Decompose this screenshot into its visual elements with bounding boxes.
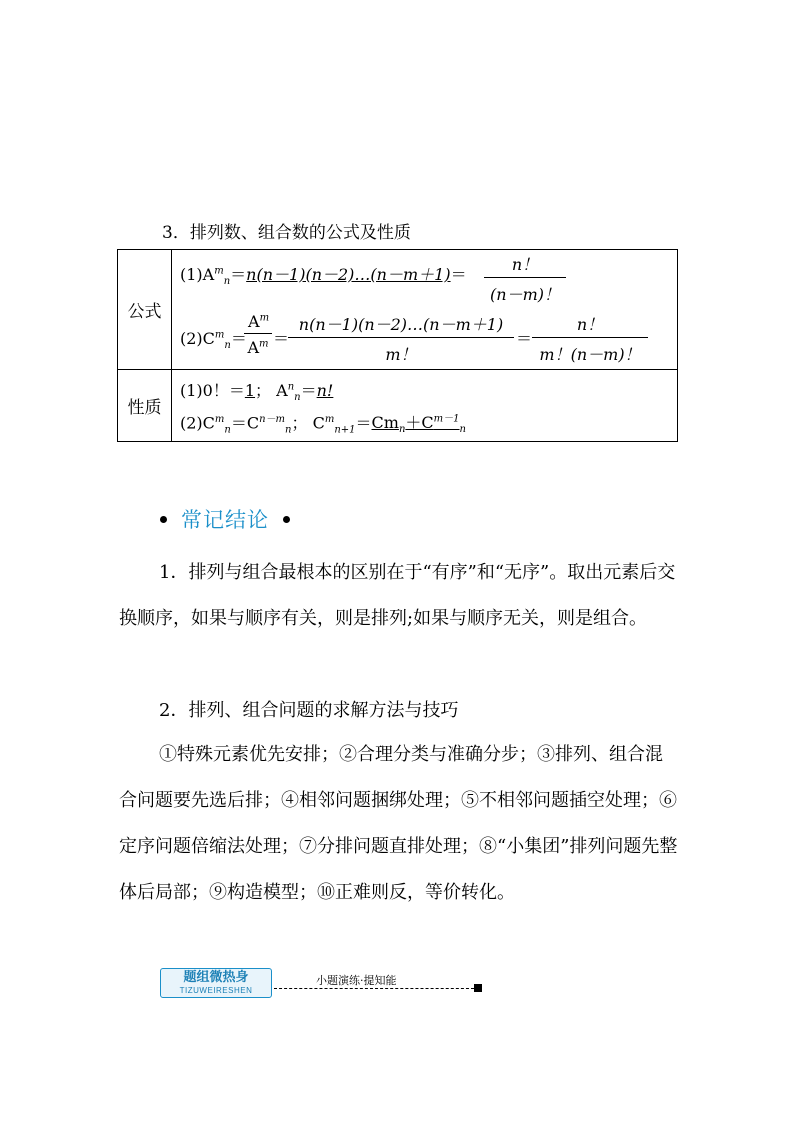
banner-label: 小题演练·提知能 [316, 974, 397, 987]
formula-cell [172, 250, 678, 370]
p2-sup2: n－m [259, 414, 286, 425]
formula-1-fraction [484, 252, 566, 305]
formula-2-fraction-b [288, 312, 514, 365]
bullet-dot-icon [160, 516, 167, 523]
p1-result: n! [316, 381, 334, 400]
p2-sup3: m [324, 414, 335, 425]
property-row [118, 370, 678, 442]
banner-box [160, 968, 272, 998]
banner-subtitle: TIZUWEIRESHEN [179, 986, 253, 995]
p2-sup4: m－1 [433, 414, 460, 425]
bullet-dot-icon [283, 516, 290, 523]
banner-title: 题组微热身 [183, 970, 249, 985]
property-1-line: (1)0！＝1； $A^n_n=n$! [180, 381, 334, 404]
f2-num3: n！ [532, 312, 648, 338]
f2-num1-sup: m [259, 312, 270, 324]
conclusion-paragraph-3: ①特殊元素优先安排；②合理分类与准确分步；③排列、组合混合问题要先选后排；④相邻问题捆绑处理；⑤不相邻问题插空处理；⑥定序问题倍缩法处理；⑦分排问题直排处理；⑧“小集团”排列问题先整体后局部；⑨构造模型；⑩正难则反，等价转化。 [119, 744, 678, 903]
p2-sub1: n [224, 424, 231, 436]
banner-dashed-rule [274, 988, 474, 989]
formula-table [117, 249, 678, 442]
f2-prefix: (2)C [180, 329, 215, 348]
f2-sup: m [214, 329, 225, 341]
p2-sup1: m [214, 414, 225, 425]
p1-text: (1)0！＝ [180, 381, 245, 400]
property-2-line: $(2)C^m_n=C^{n-m}_n$； $C^m_{n+1}=Cm_n+C^{m-1}_n$ [180, 413, 466, 436]
section-heading: 3．排列数、组合数的公式及性质 [162, 223, 411, 243]
p2-prefix: (2)C [180, 413, 215, 433]
p2-eq: ＝C [230, 413, 260, 433]
conclusion-paragraph-2: 2．排列、组合问题的求解方法与技巧 [159, 700, 459, 721]
p2-sub3: n+1 [334, 424, 356, 436]
f1-sup: m [214, 265, 224, 277]
f1-expand: n(n－1)(n－2)…(n－m＋1) [246, 265, 451, 284]
f2-sub: n [224, 340, 231, 352]
p2-plus: ＋C [405, 413, 434, 433]
f2-eq1: ＝ [273, 329, 290, 348]
p2-result: Cm [371, 413, 399, 433]
p2-c2: C [312, 413, 325, 433]
f2-num1: A [248, 312, 260, 331]
p1-sup: n [287, 381, 295, 393]
badge-title: 常记结论 [181, 508, 269, 532]
f2-den1-sup: m [259, 338, 269, 350]
formula-row [118, 250, 678, 370]
formula-2-fraction-a [244, 312, 272, 357]
property-label: 性质 [118, 370, 172, 442]
f1-prefix: (1)A [180, 265, 215, 284]
formula-label: 公式 [118, 250, 172, 370]
f2-num2: n(n－1)(n－2)…(n－m＋1) [288, 312, 514, 338]
f2-eq2: ＝ [516, 329, 533, 348]
p2-sub2: n [285, 424, 292, 436]
f2-den1: A [247, 338, 260, 357]
section-banner [158, 966, 484, 1006]
p1-a: A [276, 381, 288, 400]
p2-result-sub: n [398, 424, 406, 436]
f1-sub: n [223, 276, 231, 288]
formula-1-line: $(1)A^m_n=n(n-1)(n-2)\dots(n-m+1)=$ [180, 265, 467, 288]
f1-den: (n－m)！ [490, 285, 560, 304]
f2-den2: m！ [385, 345, 417, 364]
p2-sub4: n [459, 424, 466, 436]
banner-square-icon [474, 984, 482, 992]
conclusion-paragraph-1: 1．排列与组合最根本的区别在于“有序”和“无序”。取出元素后交换顺序，如果与顺序有关，则是排列;如果与顺序无关，则是组合。 [119, 562, 676, 629]
f2-den3: m！(n－m)！ [539, 345, 641, 364]
p1-sub: n [294, 392, 301, 404]
property-cell [172, 370, 678, 442]
p1-value: 1 [244, 381, 256, 400]
formula-2-fraction-c [532, 312, 648, 365]
f1-num: n！ [484, 252, 566, 278]
formula-2-line: $(2)C^m_n=$ [180, 329, 247, 352]
conclusion-badge [160, 500, 290, 538]
